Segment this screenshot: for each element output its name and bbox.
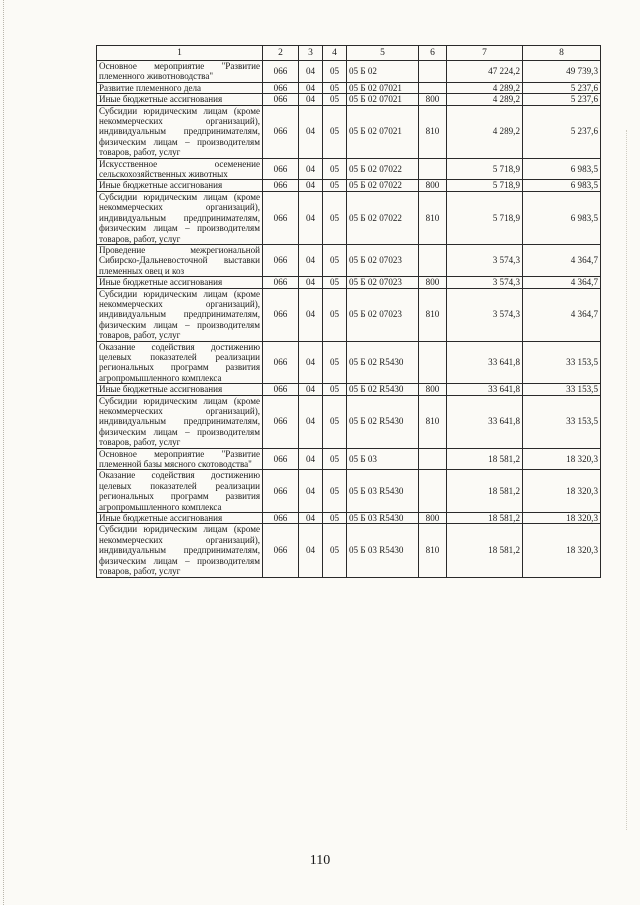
cell-target-article: 05 Б 02 R5430 — [347, 341, 419, 384]
cell-amount-year-2: 6 983,5 — [523, 191, 601, 244]
cell-name: Иные бюджетные ассигнования — [97, 513, 263, 524]
cell-section: 04 — [299, 191, 323, 244]
table-row — [97, 244, 601, 276]
cell-name: Проведение межрегиональной Сибирско-Дальневосточной выставки племенных овец и коз — [97, 244, 263, 276]
cell-subsection: 05 — [323, 158, 347, 180]
cell-name: Основное мероприятие "Развитие племенного животноводства" — [97, 61, 263, 83]
cell-amount-year-2: 18 320,3 — [523, 470, 601, 513]
table-row — [97, 94, 601, 105]
cell-name: Искусственное осеменение сельскохозяйственных животных — [97, 158, 263, 180]
cell-target-article: 05 Б 02 R5430 — [347, 395, 419, 448]
cell-target-article: 05 Б 02 07021 — [347, 82, 419, 93]
table-row — [97, 82, 601, 93]
table-row — [97, 513, 601, 524]
cell-subsection: 05 — [323, 94, 347, 105]
cell-section: 04 — [299, 448, 323, 470]
cell-ministry-code: 066 — [263, 470, 299, 513]
cell-subsection: 05 — [323, 191, 347, 244]
cell-subsection: 05 — [323, 395, 347, 448]
cell-section: 04 — [299, 395, 323, 448]
cell-name: Оказание содействия достижению целевых показателей реализации региональных программ развития агропромышленного комплекса — [97, 341, 263, 384]
cell-name: Иные бюджетные ассигнования — [97, 94, 263, 105]
cell-amount-year-1: 33 641,8 — [447, 384, 523, 395]
cell-subsection: 05 — [323, 180, 347, 191]
cell-amount-year-1: 3 574,3 — [447, 277, 523, 288]
cell-subsection: 05 — [323, 341, 347, 384]
cell-target-article: 05 Б 02 — [347, 61, 419, 83]
cell-target-article: 05 Б 02 07023 — [347, 277, 419, 288]
page-number: 110 — [309, 853, 331, 868]
cell-ministry-code: 066 — [263, 395, 299, 448]
cell-target-article: 05 Б 02 07022 — [347, 180, 419, 191]
cell-target-article: 05 Б 02 07023 — [347, 244, 419, 276]
cell-amount-year-2: 18 320,3 — [523, 524, 601, 577]
cell-section: 04 — [299, 513, 323, 524]
cell-expense-type — [419, 448, 447, 470]
cell-expense-type — [419, 61, 447, 83]
cell-amount-year-1: 47 224,2 — [447, 61, 523, 83]
cell-subsection: 05 — [323, 513, 347, 524]
cell-ministry-code: 066 — [263, 61, 299, 83]
page-edge-left — [3, 0, 5, 905]
cell-target-article: 05 Б 02 R5430 — [347, 384, 419, 395]
cell-subsection: 05 — [323, 277, 347, 288]
cell-name: Субсидии юридическим лицам (кроме некоммерческих организаций), индивидуальным предпринимателям, физическим лицам – производителям товаров, работ, услуг — [97, 105, 263, 158]
cell-expense-type: 810 — [419, 288, 447, 341]
cell-section: 04 — [299, 82, 323, 93]
cell-amount-year-1: 5 718,9 — [447, 191, 523, 244]
cell-ministry-code: 066 — [263, 94, 299, 105]
column-header: 6 — [419, 46, 447, 61]
cell-expense-type: 810 — [419, 191, 447, 244]
cell-section: 04 — [299, 384, 323, 395]
cell-amount-year-1: 4 289,2 — [447, 105, 523, 158]
cell-expense-type: 810 — [419, 105, 447, 158]
page-edge-right — [626, 130, 628, 830]
cell-section: 04 — [299, 180, 323, 191]
cell-subsection: 05 — [323, 384, 347, 395]
cell-ministry-code: 066 — [263, 82, 299, 93]
cell-amount-year-2: 18 320,3 — [523, 513, 601, 524]
cell-section: 04 — [299, 158, 323, 180]
cell-target-article: 05 Б 03 R5430 — [347, 524, 419, 577]
cell-section: 04 — [299, 470, 323, 513]
cell-ministry-code: 066 — [263, 384, 299, 395]
cell-section: 04 — [299, 288, 323, 341]
cell-name: Субсидии юридическим лицам (кроме некоммерческих организаций), индивидуальным предпринимателям, физическим лицам – производителям товаров, работ, услуг — [97, 288, 263, 341]
cell-expense-type: 800 — [419, 513, 447, 524]
cell-expense-type: 800 — [419, 180, 447, 191]
cell-amount-year-2: 18 320,3 — [523, 448, 601, 470]
cell-subsection: 05 — [323, 61, 347, 83]
column-header: 2 — [263, 46, 299, 61]
cell-amount-year-1: 18 581,2 — [447, 513, 523, 524]
cell-name: Иные бюджетные ассигнования — [97, 180, 263, 191]
cell-amount-year-2: 49 739,3 — [523, 61, 601, 83]
cell-section: 04 — [299, 94, 323, 105]
column-header: 8 — [523, 46, 601, 61]
cell-target-article: 05 Б 03 R5430 — [347, 513, 419, 524]
cell-subsection: 05 — [323, 524, 347, 577]
cell-target-article: 05 Б 02 07022 — [347, 191, 419, 244]
cell-section: 04 — [299, 105, 323, 158]
cell-amount-year-2: 4 364,7 — [523, 277, 601, 288]
table-row — [97, 61, 601, 83]
table-row — [97, 180, 601, 191]
cell-subsection: 05 — [323, 244, 347, 276]
cell-section: 04 — [299, 244, 323, 276]
cell-amount-year-2: 5 237,6 — [523, 82, 601, 93]
table-row — [97, 384, 601, 395]
cell-expense-type: 810 — [419, 524, 447, 577]
column-header: 5 — [347, 46, 419, 61]
cell-amount-year-1: 33 641,8 — [447, 395, 523, 448]
cell-ministry-code: 066 — [263, 105, 299, 158]
cell-target-article: 05 Б 03 — [347, 448, 419, 470]
table-row — [97, 158, 601, 180]
cell-ministry-code: 066 — [263, 341, 299, 384]
cell-amount-year-2: 4 364,7 — [523, 244, 601, 276]
cell-amount-year-2: 33 153,5 — [523, 384, 601, 395]
cell-amount-year-2: 6 983,5 — [523, 158, 601, 180]
cell-amount-year-2: 4 364,7 — [523, 288, 601, 341]
cell-amount-year-1: 3 574,3 — [447, 244, 523, 276]
cell-amount-year-1: 33 641,8 — [447, 341, 523, 384]
table-row — [97, 341, 601, 384]
column-header: 3 — [299, 46, 323, 61]
cell-amount-year-2: 33 153,5 — [523, 395, 601, 448]
cell-section: 04 — [299, 341, 323, 384]
cell-target-article: 05 Б 02 07023 — [347, 288, 419, 341]
cell-target-article: 05 Б 03 R5430 — [347, 470, 419, 513]
cell-subsection: 05 — [323, 470, 347, 513]
cell-name: Субсидии юридическим лицам (кроме некоммерческих организаций), индивидуальным предпринимателям, физическим лицам – производителям товаров, работ, услуг — [97, 524, 263, 577]
table-row — [97, 524, 601, 577]
cell-expense-type — [419, 244, 447, 276]
cell-amount-year-2: 5 237,6 — [523, 105, 601, 158]
cell-name: Субсидии юридическим лицам (кроме некоммерческих организаций), индивидуальным предпринимателям, физическим лицам – производителям товаров, работ, услуг — [97, 191, 263, 244]
cell-section: 04 — [299, 524, 323, 577]
column-header: 1 — [97, 46, 263, 61]
cell-amount-year-1: 5 718,9 — [447, 158, 523, 180]
table-row — [97, 448, 601, 470]
cell-name: Иные бюджетные ассигнования — [97, 277, 263, 288]
cell-name: Развитие племенного дела — [97, 82, 263, 93]
cell-expense-type — [419, 470, 447, 513]
cell-ministry-code: 066 — [263, 244, 299, 276]
cell-expense-type — [419, 82, 447, 93]
table-row — [97, 395, 601, 448]
cell-section: 04 — [299, 277, 323, 288]
cell-name: Основное мероприятие "Развитие племенной базы мясного скотоводства" — [97, 448, 263, 470]
cell-name: Оказание содействия достижению целевых показателей реализации региональных программ развития агропромышленного комплекса — [97, 470, 263, 513]
budget-table — [96, 45, 601, 578]
cell-amount-year-1: 4 289,2 — [447, 82, 523, 93]
cell-expense-type — [419, 158, 447, 180]
cell-target-article: 05 Б 02 07021 — [347, 105, 419, 158]
cell-section: 04 — [299, 61, 323, 83]
table-row — [97, 105, 601, 158]
table-row — [97, 470, 601, 513]
cell-ministry-code: 066 — [263, 158, 299, 180]
cell-amount-year-1: 5 718,9 — [447, 180, 523, 191]
cell-amount-year-2: 5 237,6 — [523, 94, 601, 105]
cell-target-article: 05 Б 02 07021 — [347, 94, 419, 105]
table-row — [97, 191, 601, 244]
table-header-row — [97, 46, 601, 61]
cell-ministry-code: 066 — [263, 513, 299, 524]
cell-ministry-code: 066 — [263, 288, 299, 341]
cell-amount-year-2: 33 153,5 — [523, 341, 601, 384]
cell-ministry-code: 066 — [263, 277, 299, 288]
cell-name: Субсидии юридическим лицам (кроме некоммерческих организаций), индивидуальным предпринимателям, физическим лицам – производителям товаров, работ, услуг — [97, 395, 263, 448]
cell-amount-year-1: 4 289,2 — [447, 94, 523, 105]
cell-ministry-code: 066 — [263, 448, 299, 470]
cell-amount-year-1: 18 581,2 — [447, 470, 523, 513]
cell-ministry-code: 066 — [263, 191, 299, 244]
cell-amount-year-1: 18 581,2 — [447, 524, 523, 577]
table-row — [97, 288, 601, 341]
cell-ministry-code: 066 — [263, 180, 299, 191]
cell-amount-year-2: 6 983,5 — [523, 180, 601, 191]
cell-expense-type: 800 — [419, 384, 447, 395]
cell-amount-year-1: 18 581,2 — [447, 448, 523, 470]
cell-subsection: 05 — [323, 448, 347, 470]
table-body — [97, 61, 601, 578]
cell-subsection: 05 — [323, 82, 347, 93]
cell-ministry-code: 066 — [263, 524, 299, 577]
cell-target-article: 05 Б 02 07022 — [347, 158, 419, 180]
cell-expense-type — [419, 341, 447, 384]
column-header: 4 — [323, 46, 347, 61]
table-row — [97, 277, 601, 288]
cell-subsection: 05 — [323, 105, 347, 158]
cell-subsection: 05 — [323, 288, 347, 341]
column-header: 7 — [447, 46, 523, 61]
cell-expense-type: 800 — [419, 94, 447, 105]
cell-expense-type: 800 — [419, 277, 447, 288]
cell-expense-type: 810 — [419, 395, 447, 448]
cell-amount-year-1: 3 574,3 — [447, 288, 523, 341]
cell-name: Иные бюджетные ассигнования — [97, 384, 263, 395]
